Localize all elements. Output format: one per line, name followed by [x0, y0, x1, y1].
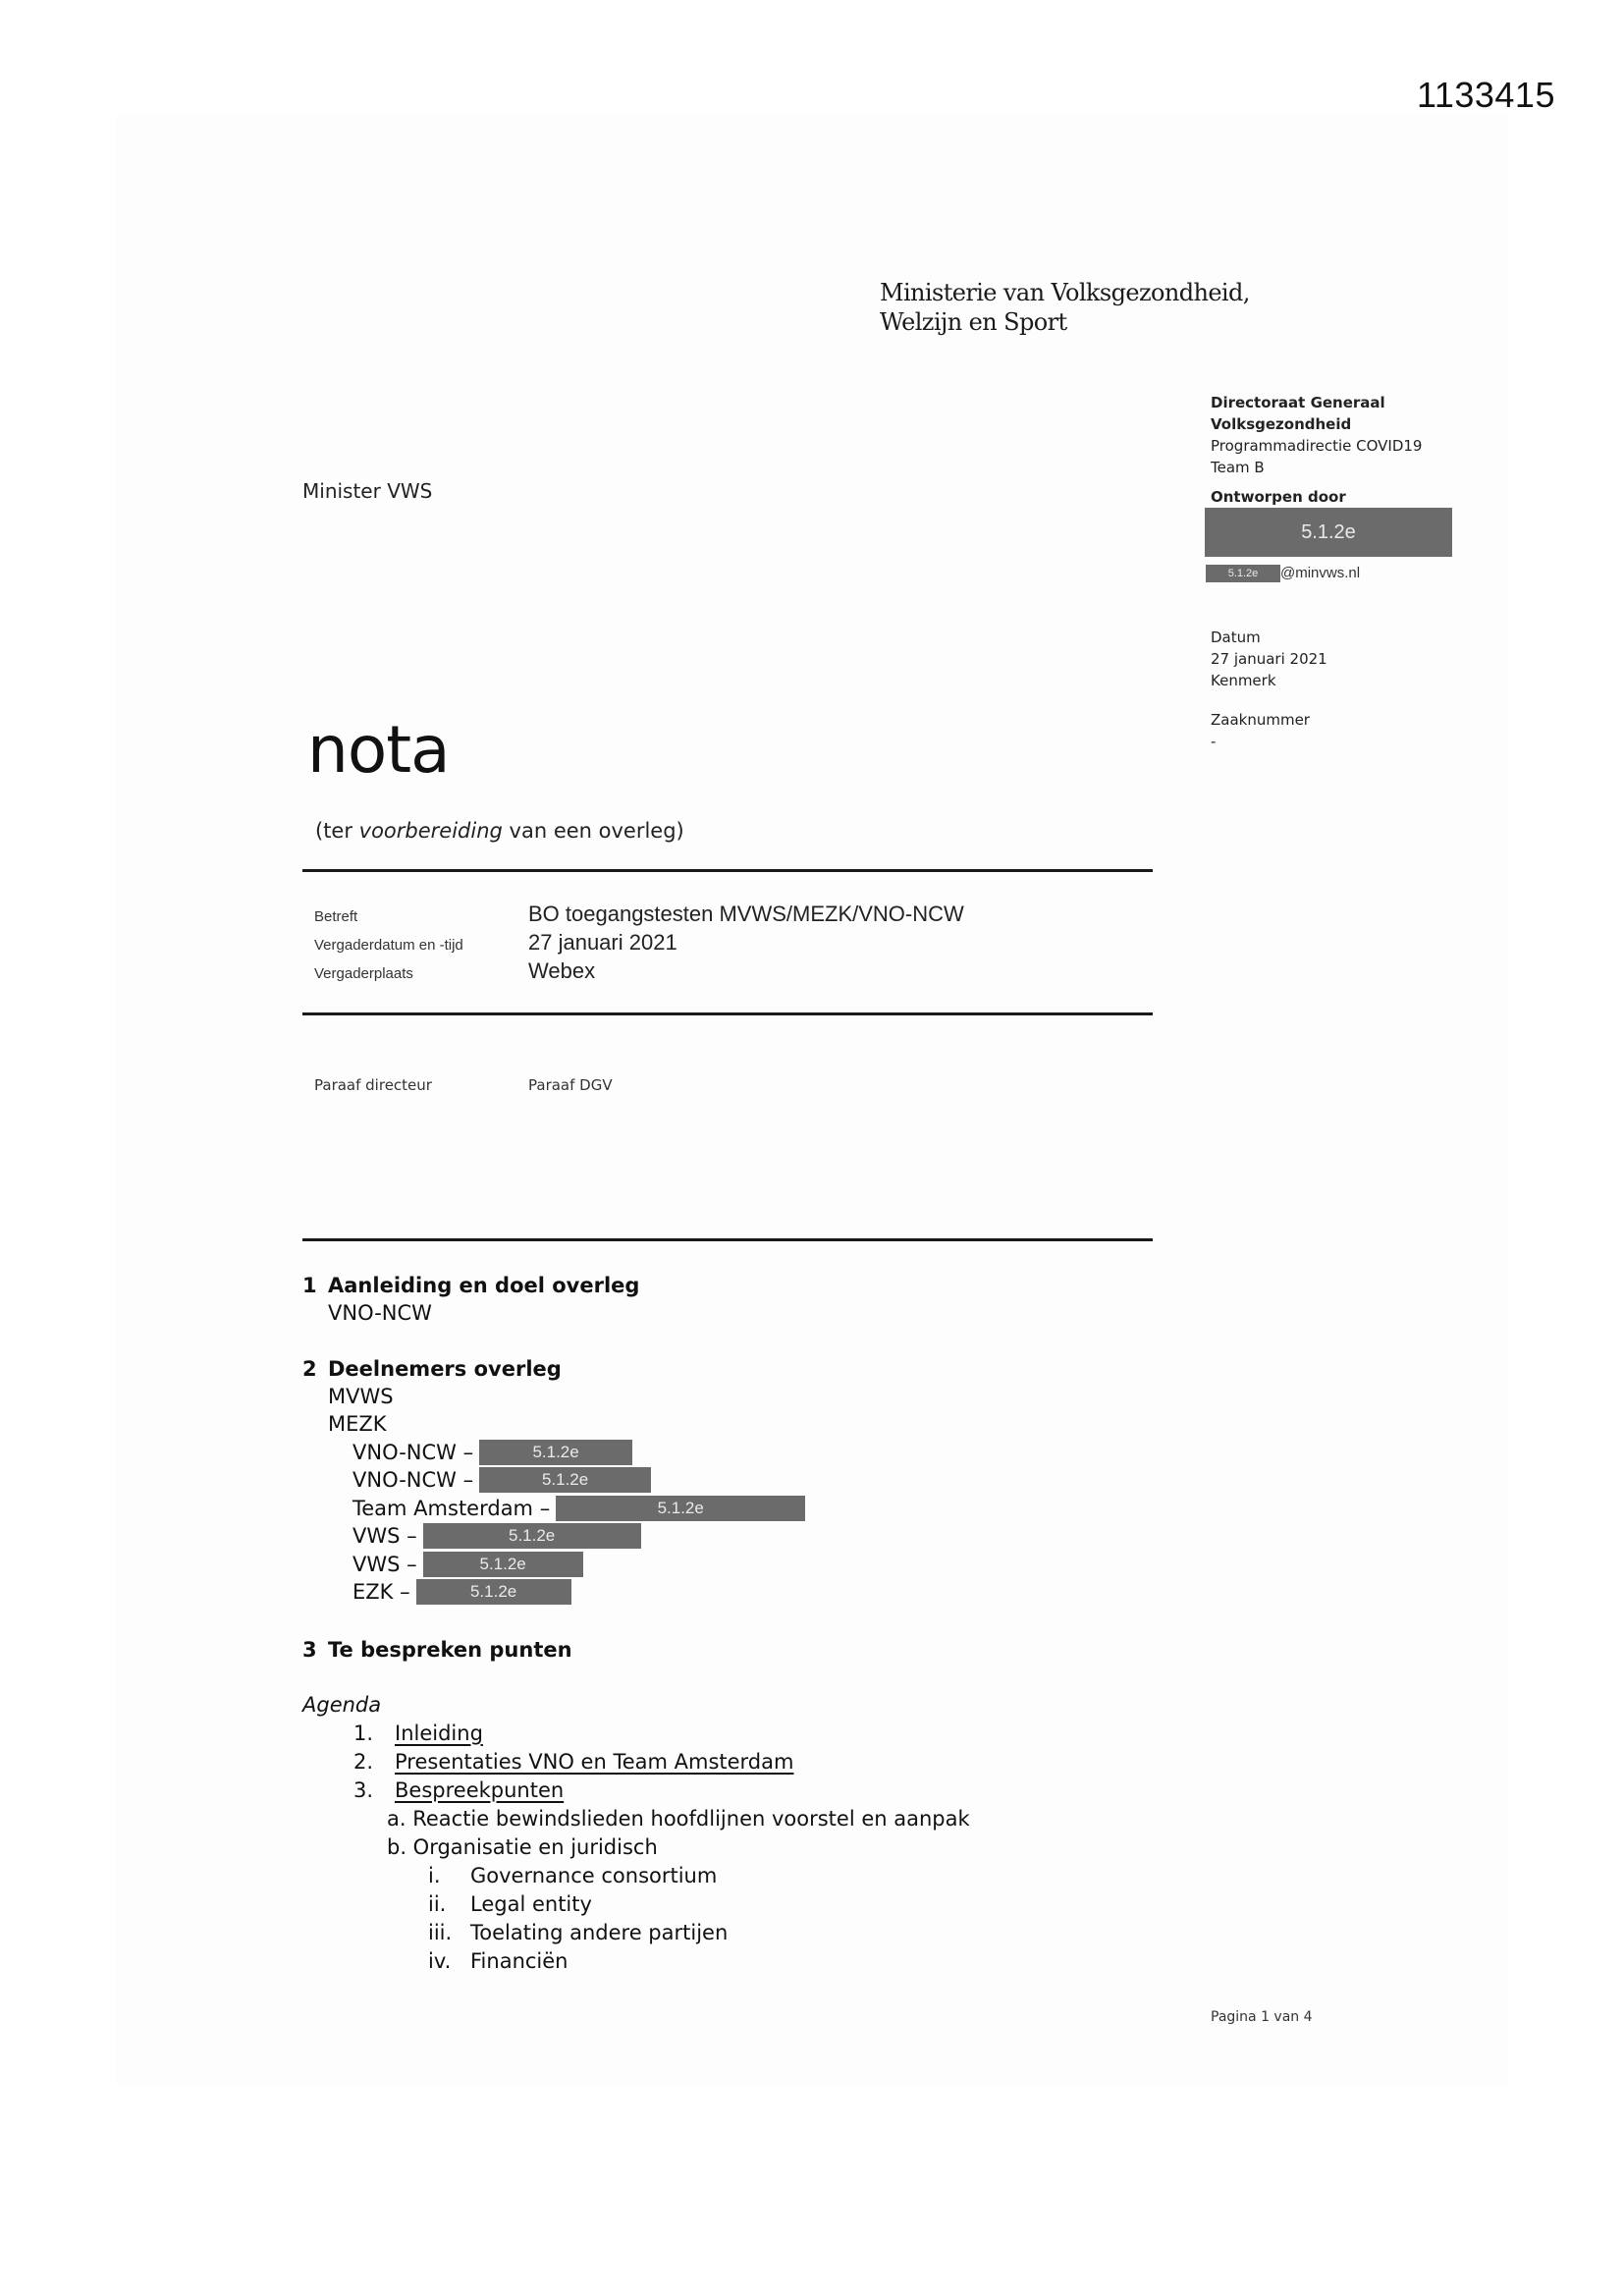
participant-redaction: 5.1.2e [423, 1552, 583, 1577]
meeting-row-date [314, 930, 964, 958]
email-user-redaction: 5.1.2e [1206, 565, 1280, 582]
ministry-logo-text [880, 278, 1250, 337]
participant-redaction: 5.1.2e [416, 1579, 571, 1605]
participant-row [302, 1551, 1186, 1579]
directorate-line-2: Volksgezondheid [1211, 415, 1352, 433]
document-body [302, 1272, 1186, 1976]
meeting-label: Betreft [314, 908, 358, 925]
subtitle-suffix: van een overleg) [502, 819, 684, 843]
participant-row [302, 1495, 1186, 1523]
page-number: Pagina 1 van 4 [1211, 2009, 1313, 2025]
ministry-line-2: Welzijn en Sport [880, 308, 1067, 336]
agenda-label: Agenda [302, 1692, 382, 1717]
team-name: Team B [1211, 459, 1265, 476]
email-domain: @minvws.nl [1280, 565, 1361, 581]
meeting-value: Webex [528, 958, 596, 983]
document-number: 1133415 [1417, 75, 1555, 115]
section-heading: 1 Aanleiding en doel overleg [302, 1274, 640, 1297]
ministry-line-1: Ministerie van Volksgezondheid, [880, 279, 1250, 306]
designed-by-label: Ontworpen door [1211, 488, 1346, 506]
participant-label: VNO-NCW – [352, 1468, 474, 1492]
directorate-line-1: Directoraat Generaal [1211, 394, 1385, 411]
agenda-subsubitem: ii. Legal entity [428, 1891, 592, 1916]
agenda-subsubitem: iv. Financiën [428, 1948, 568, 1973]
agenda-item: 1. Inleiding [353, 1721, 483, 1745]
participant-row [302, 1522, 1186, 1551]
agenda-subitem: b. Organisatie en juridisch [387, 1834, 658, 1859]
participant-row [302, 1578, 1186, 1607]
initials-director: Paraaf directeur [314, 1076, 432, 1094]
participant-label: VWS – [352, 1552, 417, 1576]
participant-redaction: 5.1.2e [479, 1440, 632, 1465]
reference-label: Kenmerk [1211, 672, 1276, 689]
agenda-item: 3. Bespreekpunten [353, 1777, 565, 1802]
divider [302, 1012, 1153, 1015]
participant-redaction: 5.1.2e [423, 1523, 641, 1549]
sidebar-metadata [1211, 627, 1476, 752]
document-subtitle [315, 819, 684, 843]
agenda-subitem: a. Reactie bewindslieden hoofdlijnen voorstel en aanpak [387, 1806, 970, 1831]
case-number-value: - [1211, 733, 1217, 750]
agenda-subsubitem: i. Governance consortium [428, 1863, 718, 1887]
participant-label: VNO-NCW – [352, 1440, 474, 1464]
participant-redaction: 5.1.2e [479, 1467, 651, 1493]
meeting-label: Vergaderdatum en -tijd [314, 937, 463, 954]
initials-dgv: Paraaf DGV [528, 1076, 613, 1094]
participant-row [302, 1466, 1186, 1495]
participant-group: MVWS [328, 1384, 394, 1408]
divider [302, 1238, 1153, 1241]
divider [302, 869, 1153, 872]
participant-list [302, 1439, 1186, 1607]
meeting-value: 27 januari 2021 [528, 930, 677, 955]
participant-label: VWS – [352, 1524, 417, 1548]
case-number-label: Zaaknummer [1211, 711, 1310, 729]
designed-by-redaction: 5.1.2e [1205, 508, 1452, 557]
meeting-row-subject [314, 902, 964, 930]
participant-label: Team Amsterdam – [352, 1496, 551, 1520]
participant-redaction: 5.1.2e [556, 1496, 805, 1521]
meeting-details [314, 902, 964, 987]
contact-email [1206, 565, 1360, 582]
subtitle-prefix: (ter [315, 819, 359, 843]
addressee: Minister VWS [302, 479, 433, 503]
date-label: Datum [1211, 629, 1261, 646]
section-heading: 2 Deelnemers overleg [302, 1356, 562, 1381]
meeting-value: BO toegangstesten MVWS/MEZK/VNO-NCW [528, 902, 964, 926]
agenda-item: 2. Presentaties VNO en Team Amsterdam [353, 1749, 794, 1774]
sidebar-sender-info [1211, 392, 1476, 508]
agenda-subsubitem: iii. Toelating andere partijen [428, 1920, 729, 1944]
participant-label: EZK – [352, 1580, 410, 1604]
meeting-row-location [314, 958, 964, 987]
section-heading: 3 Te bespreken punten [302, 1637, 572, 1662]
date-value: 27 januari 2021 [1211, 650, 1327, 668]
subtitle-emphasis: voorbereiding [358, 819, 503, 843]
programme-directorate: Programmadirectie COVID19 [1211, 437, 1423, 455]
participant-row [302, 1439, 1186, 1467]
document-title: nota [307, 712, 450, 788]
section-body: VNO-NCW [328, 1301, 432, 1325]
participant-group: MEZK [328, 1412, 387, 1436]
meeting-label: Vergaderplaats [314, 965, 413, 982]
